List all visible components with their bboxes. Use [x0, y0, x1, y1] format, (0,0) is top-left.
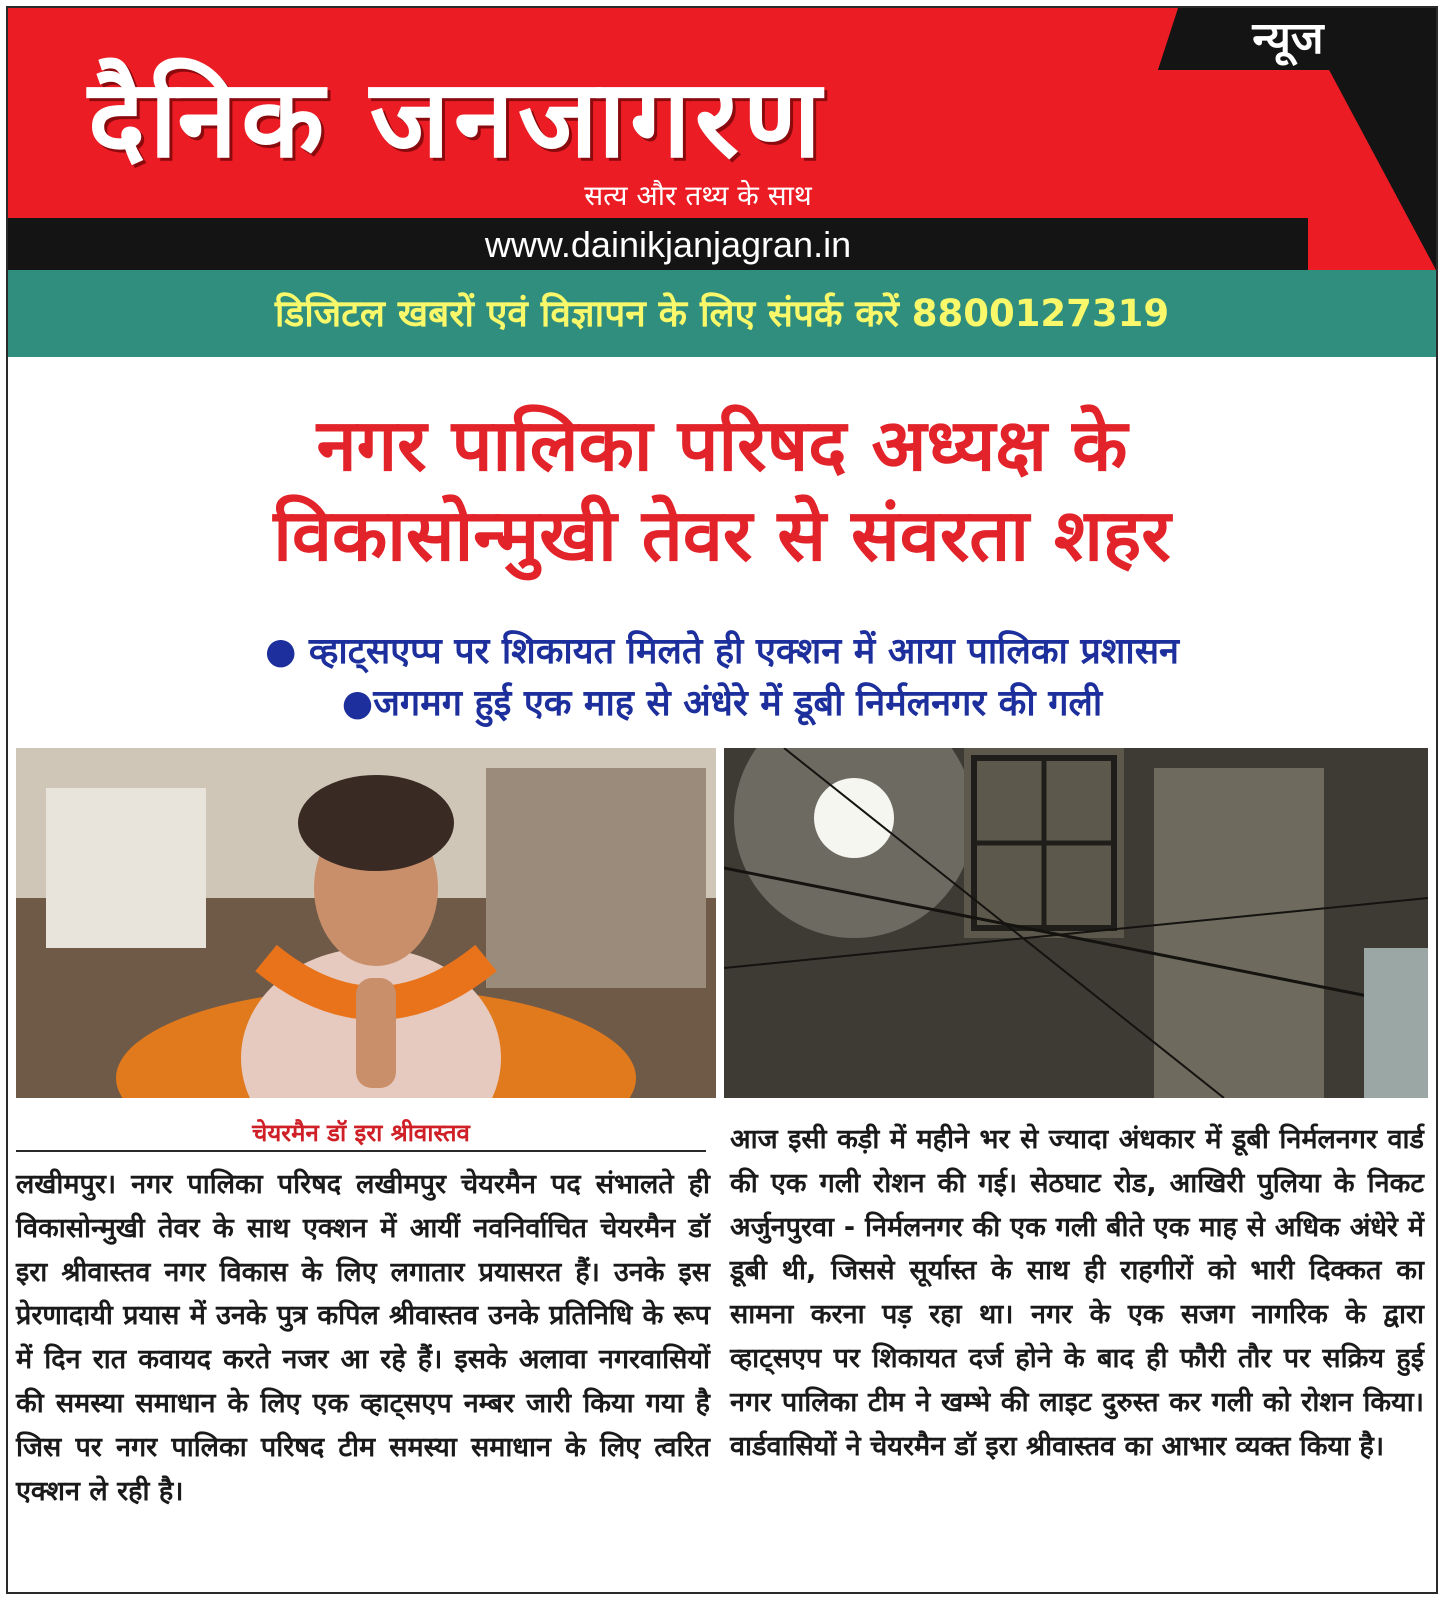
chairperson-photo — [16, 748, 716, 1098]
contact-text: डिजिटल खबरों एवं विज्ञापन के लिए संपर्क करें 8800127319 — [274, 291, 1170, 335]
news-tag: न्यूज — [1252, 13, 1324, 64]
photo-caption: चेयरमैन डॉ इरा श्रीवास्तव — [252, 1119, 470, 1147]
street-light-photo-illustration — [724, 748, 1428, 1098]
subhead-bullet-2: ●जगमग हुई एक माह से अंधेरे में डूबी निर्मलनगर की गली — [341, 683, 1103, 724]
article-headline — [20, 400, 1424, 580]
street-light-photo — [724, 748, 1428, 1098]
article-body-right-column: आज इसी कड़ी में महीने भर से ज्यादा अंधकार में डूबी निर्मलनगर वार्ड की एक गली रोशन की गई। सेठघाट रोड, आखिरी पुलिया के निकट अर्जुनपुरवा - निर्मलनगर की एक गली बीते एक माह से अधिक अंधेरे में डूबी थी, जिससे सूर्यास्त के साथ ही राहगीरों को भारी दिक्कत का सामना करना पड़ रहा था। नगर के एक सजग नागरिक के द्वारा व्हाट्सएप पर शिकायत दर्ज होने के बाद ही फौरी तौर पर सक्रिय हुई नगर पालिका टीम ने खम्भे की लाइट दुरुस्त कर गली को रोशन किया। वार्डवासियों ने चेयरमैन डॉ इरा श्रीवास्तव का आभार व्यक्त किया है। — [730, 1124, 1424, 1462]
newspaper-title: दैनिक जनजागरण — [88, 57, 826, 182]
headline-line-1: नगर पालिका परिषद अध्यक्ष के — [316, 403, 1128, 487]
chairperson-photo-illustration — [16, 748, 716, 1098]
subhead-bullet-1: ● व्हाट्सएप्प पर शिकायत मिलते ही एक्शन में आया पालिका प्रशासन — [264, 631, 1180, 672]
article-body-left-column: लखीमपुर। नगर पालिका परिषद लखीमपुर चेयरमैन पद संभालते ही विकासोन्मुखी तेवर के साथ एक्शन में आयीं नवनिर्वाचित चेयरमैन डॉ इरा श्रीवास्तव नगर विकास के लिए लगातार प्रयासरत हैं। उनके इस प्रेरणादायी प्रयास में उनके पुत्र कपिल श्रीवास्तव उनके प्रतिनिधि के रूप में दिन रात कवायद करते नजर आ रहे हैं। इसके अलावा नगरवासियों की समस्या समाधान के लिए एक व्हाट्सएप नम्बर जारी किया गया है जिस पर नगर पालिका परिषद टीम समस्या समाधान के लिए त्वरित एक्शन ले रही है। — [16, 1169, 710, 1507]
headline-line-2: विकासोन्मुखी तेवर से संवरता शहर — [273, 493, 1171, 577]
masthead — [8, 8, 1436, 270]
website-url: www.dainikjanjagran.in — [484, 224, 852, 265]
caption-divider — [16, 1150, 706, 1152]
newspaper-tagline: सत्य और तथ्य के साथ — [584, 179, 812, 212]
contact-band — [8, 270, 1436, 357]
